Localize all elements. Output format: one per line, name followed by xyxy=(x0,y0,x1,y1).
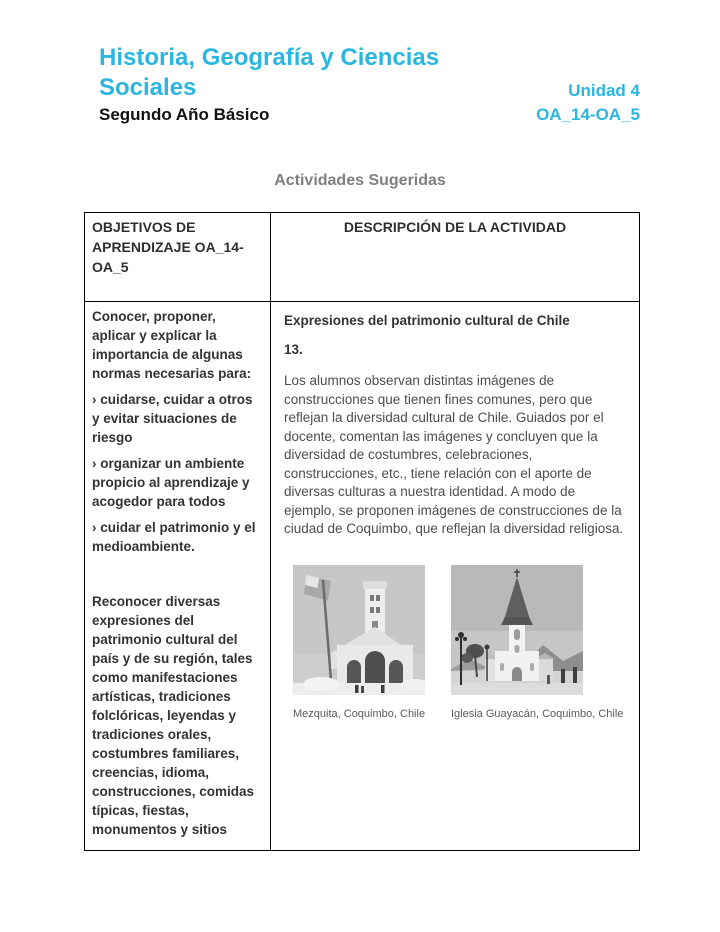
table-body-row xyxy=(85,302,640,851)
mosque-figure xyxy=(293,565,425,721)
images-row xyxy=(293,565,627,721)
church-figure xyxy=(451,565,624,721)
mosque-photo xyxy=(293,565,425,695)
objective-paragraph: Conocer, proponer, aplicar y explicar la importancia de algunas normas necesarias para: xyxy=(92,309,252,381)
church-photo xyxy=(451,565,583,695)
objectives-cell xyxy=(85,302,271,851)
course-title: Historia, Geografía y Ciencias Sociales xyxy=(99,44,440,101)
table-header-row xyxy=(85,213,640,302)
activity-description: Los alumnos observan distintas imágenes de construcciones que tienen fines comunes, pero que reflejan la diversidad cultural de Chile. Guiados por el docente, comentan las imágenes y concluyen que la diversidad de costumbres, celebraciones, construcciones, etc., tiene relación con el aporte de diversas culturas a nuestra identidad. A modo de ejemplo, se proponen imágenes de construcciones de la ciudad de Coquimbo, que reflejan la diversidad religiosa. xyxy=(284,373,624,536)
doc-header xyxy=(99,43,640,127)
objective-paragraph: Reconocer diversas expresiones del patrimonio cultural del país y de su región, tales como manifestaciones artísticas, tradiciones folclóricas, leyendas y tradiciones orales, costumbres familiares, creencias, idioma, construcciones, comidas típicas, fiestas, monumentos y sitios xyxy=(92,594,255,837)
objective-paragraph: › organizar un ambiente propicio al aprendizaje y acogedor para todos xyxy=(92,456,250,509)
activity-number: 13. xyxy=(284,342,303,357)
objective-paragraph: › cuidar el patrimonio y el medioambiente. xyxy=(92,520,256,554)
church-caption: Iglesia Guayacán, Coquimbo, Chile xyxy=(451,707,624,720)
objective-paragraph: › cuidarse, cuidar a otros y evitar situaciones de riesgo xyxy=(92,392,253,445)
course-subtitle: Segundo Año Básico xyxy=(99,105,270,124)
activity-cell xyxy=(271,302,640,851)
objectives-header-cell: OBJETIVOS DE APRENDIZAJE OA_14-OA_5 xyxy=(85,213,271,302)
unit-label: Unidad 4 xyxy=(568,81,640,100)
section-title: Actividades Sugeridas xyxy=(274,172,446,189)
description-header-cell: DESCRIPCIÓN DE LA ACTIVIDAD xyxy=(271,213,640,302)
header-right xyxy=(536,79,640,127)
activity-title: Expresiones del patrimonio cultural de Chile xyxy=(284,313,570,328)
mosque-caption: Mezquita, Coquimbo, Chile xyxy=(293,707,426,720)
activities-table xyxy=(84,212,640,851)
oa-code: OA_14-OA_5 xyxy=(536,105,640,124)
header-left xyxy=(99,43,459,127)
